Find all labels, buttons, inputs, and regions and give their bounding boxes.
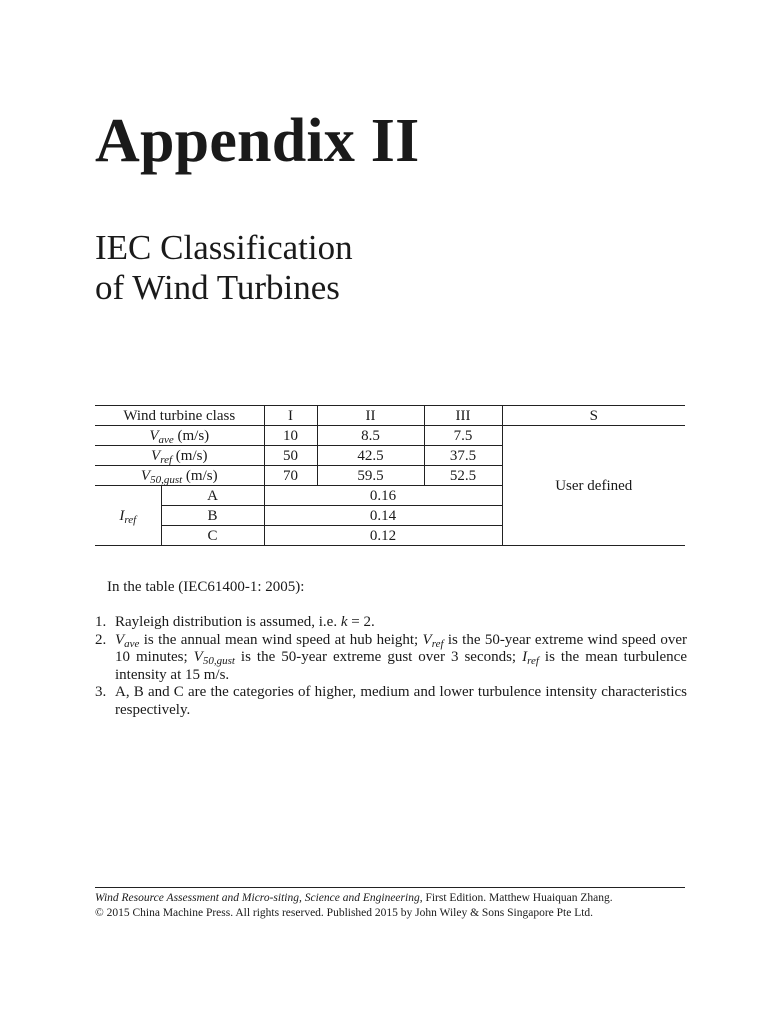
cell-v-ave-i: 10	[264, 426, 317, 446]
header-class-iii: III	[424, 406, 502, 426]
note-item-1: 1. Rayleigh distribution is assumed, i.e. k = 2.	[95, 614, 375, 630]
notes-list	[95, 614, 687, 719]
subtitle-line-1: IEC Classification	[95, 228, 353, 267]
cell-category-a-value: 0.16	[264, 486, 502, 506]
note-number-2: 2.	[95, 631, 107, 648]
note-number-1: 1.	[95, 614, 107, 630]
header-class-s: S	[502, 406, 685, 426]
iec-classification-table	[95, 405, 685, 546]
cell-category-c-value: 0.12	[264, 526, 502, 546]
cell-v-ref-ii: 42.5	[317, 446, 424, 466]
cell-v-ref-iii: 37.5	[424, 446, 502, 466]
footer-divider	[95, 887, 685, 888]
footer-citation-line: Wind Resource Assessment and Micro-siting, Science and Engineering, First Edition. Matthew Huaiquan Zhang.	[95, 892, 613, 904]
cell-v-50-gust-ii: 59.5	[317, 466, 424, 486]
page-title: Appendix II	[95, 107, 420, 175]
table-row-v-ave	[95, 426, 685, 446]
cell-category-a-label: A	[161, 486, 264, 506]
header-class-i: I	[264, 406, 317, 426]
row-label-i-ref: $I_{ref}$	[95, 486, 161, 546]
cell-v-ref-i: 50	[264, 446, 317, 466]
table-header-row	[95, 406, 685, 426]
cell-v-50-gust-i: 70	[264, 466, 317, 486]
row-label-v-ref: $V_{ref}$ (m/s)	[95, 446, 264, 466]
cell-v-ave-iii: 7.5	[424, 426, 502, 446]
cell-category-c-label: C	[161, 526, 264, 546]
cell-category-b-label: B	[161, 506, 264, 526]
row-label-v-ave: $V_{ave}$ (m/s)	[95, 426, 264, 446]
page-footer	[95, 891, 695, 921]
footer-copyright-line: © 2015 China Machine Press. All rights reserved. Published 2015 by John Wiley & Sons Singapore Pte Ltd.	[95, 907, 594, 919]
cell-s-user-defined: User defined	[502, 426, 685, 546]
footer-book-title: Wind Resource Assessment and Micro-siting, Science and Engineering	[95, 892, 420, 904]
subtitle-line-2: of Wind Turbines	[95, 268, 340, 307]
notes-intro: In the table (IEC61400-1: 2005):	[107, 579, 305, 595]
row-label-v-50-gust: $V_{50,gust}$ (m/s)	[95, 466, 264, 486]
cell-category-b-value: 0.14	[264, 506, 502, 526]
cell-v-ave-ii: 8.5	[317, 426, 424, 446]
note-number-3: 3.	[95, 684, 107, 700]
header-class-ii: II	[317, 406, 424, 426]
page-subtitle	[95, 228, 353, 308]
cell-v-50-gust-iii: 52.5	[424, 466, 502, 486]
note-item-3: 3. A, B and C are the categories of higher, medium and lower turbulence intensity characteristics respectively.	[95, 684, 687, 718]
note-item-2: 2. $V_{ave}$ is the annual mean wind speed at hub height; $V_{ref}$ is the 50-year extreme wind speed over 10 minutes; $V_{50,gust}$ is the 50-year extreme gust over 3 seconds; $I_{ref}$ is the mean turbulence intensity at 15 m/s.	[95, 631, 687, 683]
header-class-label: Wind turbine class	[95, 406, 264, 426]
